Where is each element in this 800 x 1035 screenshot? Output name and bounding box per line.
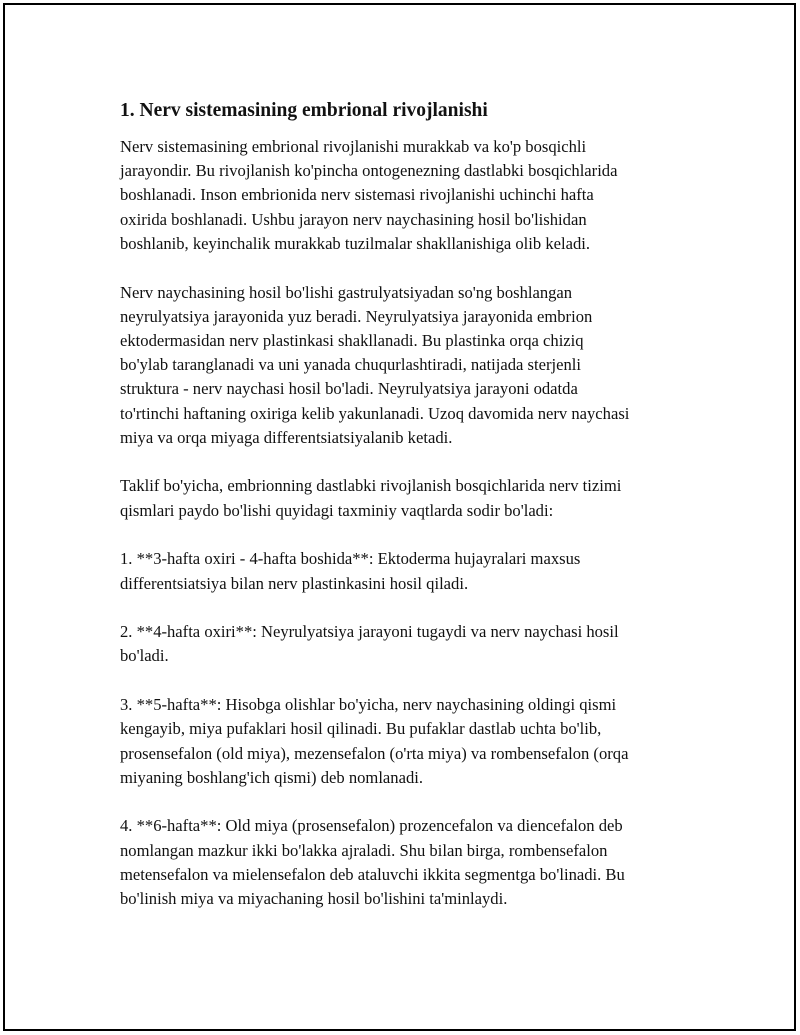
text-line: kengayib, miya pufaklari hosil qilinadi. Bu pufaklar dastlab uchta bo'lib, (120, 719, 602, 739)
text-line: miyaning boshlang'ich qismi) deb nomlanadi. (120, 767, 424, 787)
text-line: nomlangan mazkur ikki bo'lakka ajraladi. Shu bilan birga, rombensefalon (120, 840, 608, 860)
text-line: jarayondir. Bu rivojlanish ko'pincha ontogenezning dastlabki bosqichlarida (120, 161, 618, 181)
text-line: 4. **6-hafta**: Old miya (prosensefalon) prozencefalon va diencefalon deb (120, 816, 623, 836)
text-line: 1. **3-hafta oxiri - 4-hafta boshida**: Ektoderma hujayralari maxsus (120, 549, 581, 569)
paragraph (120, 814, 695, 911)
paragraph (120, 620, 695, 668)
paragraph (120, 474, 695, 522)
text-line: bo'ladi. (120, 646, 169, 666)
text-line: Nerv naychasining hosil bo'lishi gastrulyatsiyadan so'ng boshlangan (120, 282, 573, 302)
text-line: Nerv sistemasining embrional rivojlanishi murakkab va ko'p bosqichli (120, 137, 587, 156)
text-line: ektodermasidan nerv plastinkasi shakllanadi. Bu plastinka orqa chiziq (120, 330, 584, 350)
text-line: Taklif bo'yicha, embrionning dastlabki rivojlanish bosqichlarida nerv tizimi (120, 476, 622, 496)
paragraph-list (120, 135, 695, 911)
text-line: metensefalon va mielensefalon deb ataluvchi ikkita segmentga bo'linadi. Bu (120, 864, 625, 884)
text-line: prosensefalon (old miya), mezensefalon (o'rta miya) va rombensefalon (orqa (120, 743, 629, 763)
text-line: differentsiatsiya bilan nerv plastinkasini hosil qiladi. (120, 573, 469, 593)
document-page (3, 3, 796, 1031)
paragraph (120, 547, 695, 595)
document-body (120, 98, 695, 936)
text-line: bo'linish miya va miyachaning hosil bo'lishini ta'minlaydi. (120, 889, 508, 909)
section-heading: 1. Nerv sistemasining embrional rivojlanishi (120, 100, 488, 121)
text-line: 3. **5-hafta**: Hisobga olishlar bo'yicha, nerv naychasining oldingi qismi (120, 695, 617, 715)
text-line: boshlanadi. Inson embrionida nerv sistemasi rivojlanishi uchinchi hafta (120, 185, 594, 205)
paragraph (120, 693, 695, 790)
text-line: struktura - nerv naychasi hosil bo'ladi. Neyrulyatsiya jarayoni odatda (120, 379, 578, 399)
text-line: oxirida boshlanadi. Ushbu jarayon nerv naychasining hosil bo'lishidan (120, 209, 587, 229)
text-line: bo'ylab taranglanadi va uni yanada chuqurlashtiradi, natijada sterjenli (120, 355, 581, 375)
text-line: neyrulyatsiya jarayonida yuz beradi. Neyrulyatsiya jarayonida embrion (120, 306, 593, 326)
text-line: 2. **4-hafta oxiri**: Neyrulyatsiya jarayoni tugaydi va nerv naychasi hosil (120, 622, 619, 642)
text-line: miya va orqa miyaga differentsiatsiyalanib ketadi. (120, 427, 453, 447)
paragraph (120, 135, 695, 256)
text-line: qismlari paydo bo'lishi quyidagi taxminiy vaqtlarda sodir bo'ladi: (120, 500, 554, 520)
text-line: boshlanib, keyinchalik murakkab tuzilmalar shakllanishiga olib keladi. (120, 233, 591, 253)
text-line: to'rtinchi haftaning oxiriga kelib yakunlanadi. Uzoq davomida nerv naychasi (120, 403, 630, 423)
paragraph (120, 281, 695, 450)
